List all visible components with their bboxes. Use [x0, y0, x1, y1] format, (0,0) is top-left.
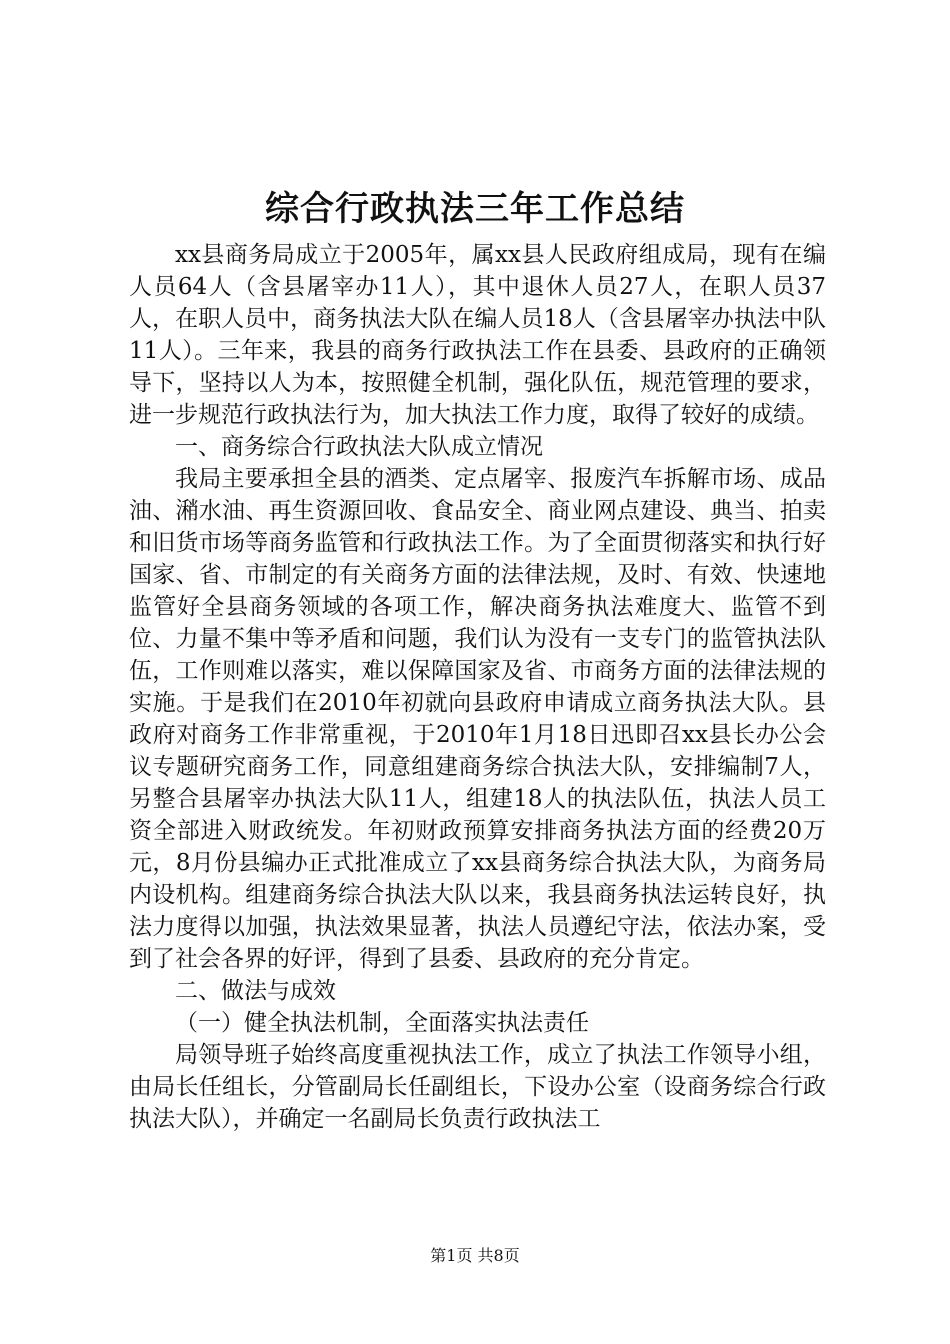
intro-paragraph: xx县商务局成立于2005年，属xx县人民政府组成局，现有在编人员64人（含县屠宰办11人），其中退休人员27人，在职人员37人，在职人员中，商务执法大队在编人员18人（含县屠宰办执法中队11人）。三年来，我县的商务行政执法工作在县委、县政府的正确领导下，坚持以人为本，按照健全机制，强化队伍，规范管理的要求，进一步规范行政执法行为，加大执法工作力度，取得了较好的成绩。 — [129, 242, 826, 428]
section-1-paragraph: 我局主要承担全县的酒类、定点屠宰、报废汽车拆解市场、成品油、潲水油、再生资源回收、食品安全、商业网点建设、典当、拍卖和旧货市场等商务监管和行政执法工作。为了全面贯彻落实和执行好国家、省、市制定的有关商务方面的法律法规，及时、有效、快速地监管好全县商务领域的各项工作，解决商务执法难度大、监管不到位、力量不集中等矛盾和问题，我们认为没有一支专门的监管执法队伍，工作则难以落实，难以保障国家及省、市商务方面的法律法规的实施。于是我们在2010年初就向县政府申请成立商务执法大队。县政府对商务工作非常重视，于2010年1月18日迅即召xx县长办公会议专题研究商务工作，同意组建商务综合执法大队，安排编制7人，另整合县屠宰办执法大队11人，组建18人的执法队伍，执法人员工资全部进入财政统发。年初财政预算安排商务执法方面的经费20万元，8月份县编办正式批准成立了xx县商务综合执法大队，为商务局内设机构。组建商务综合执法大队以来，我县商务执法运转良好，执法力度得以加强，执法效果显著，执法人员遵纪守法，依法办案，受到了社会各界的好评，得到了县委、县政府的充分肯定。 — [129, 466, 826, 972]
document-title: 综合行政执法三年工作总结 — [265, 189, 685, 229]
page-number-footer: 第1页 共8页 — [430, 1246, 520, 1265]
subsection-heading-1: （一）健全执法机制，全面落实执法责任 — [175, 1010, 589, 1036]
section-heading-1: 一、商务综合行政执法大队成立情况 — [175, 434, 543, 460]
document-body — [129, 239, 826, 1135]
subsection-1-paragraph: 局领导班子始终高度重视执法工作，成立了执法工作领导小组，由局长任组长，分管副局长任副组长，下设办公室（设商务综合行政执法大队），并确定一名副局长负责行政执法工 — [129, 1042, 826, 1132]
section-heading-2: 二、做法与成效 — [175, 978, 336, 1004]
